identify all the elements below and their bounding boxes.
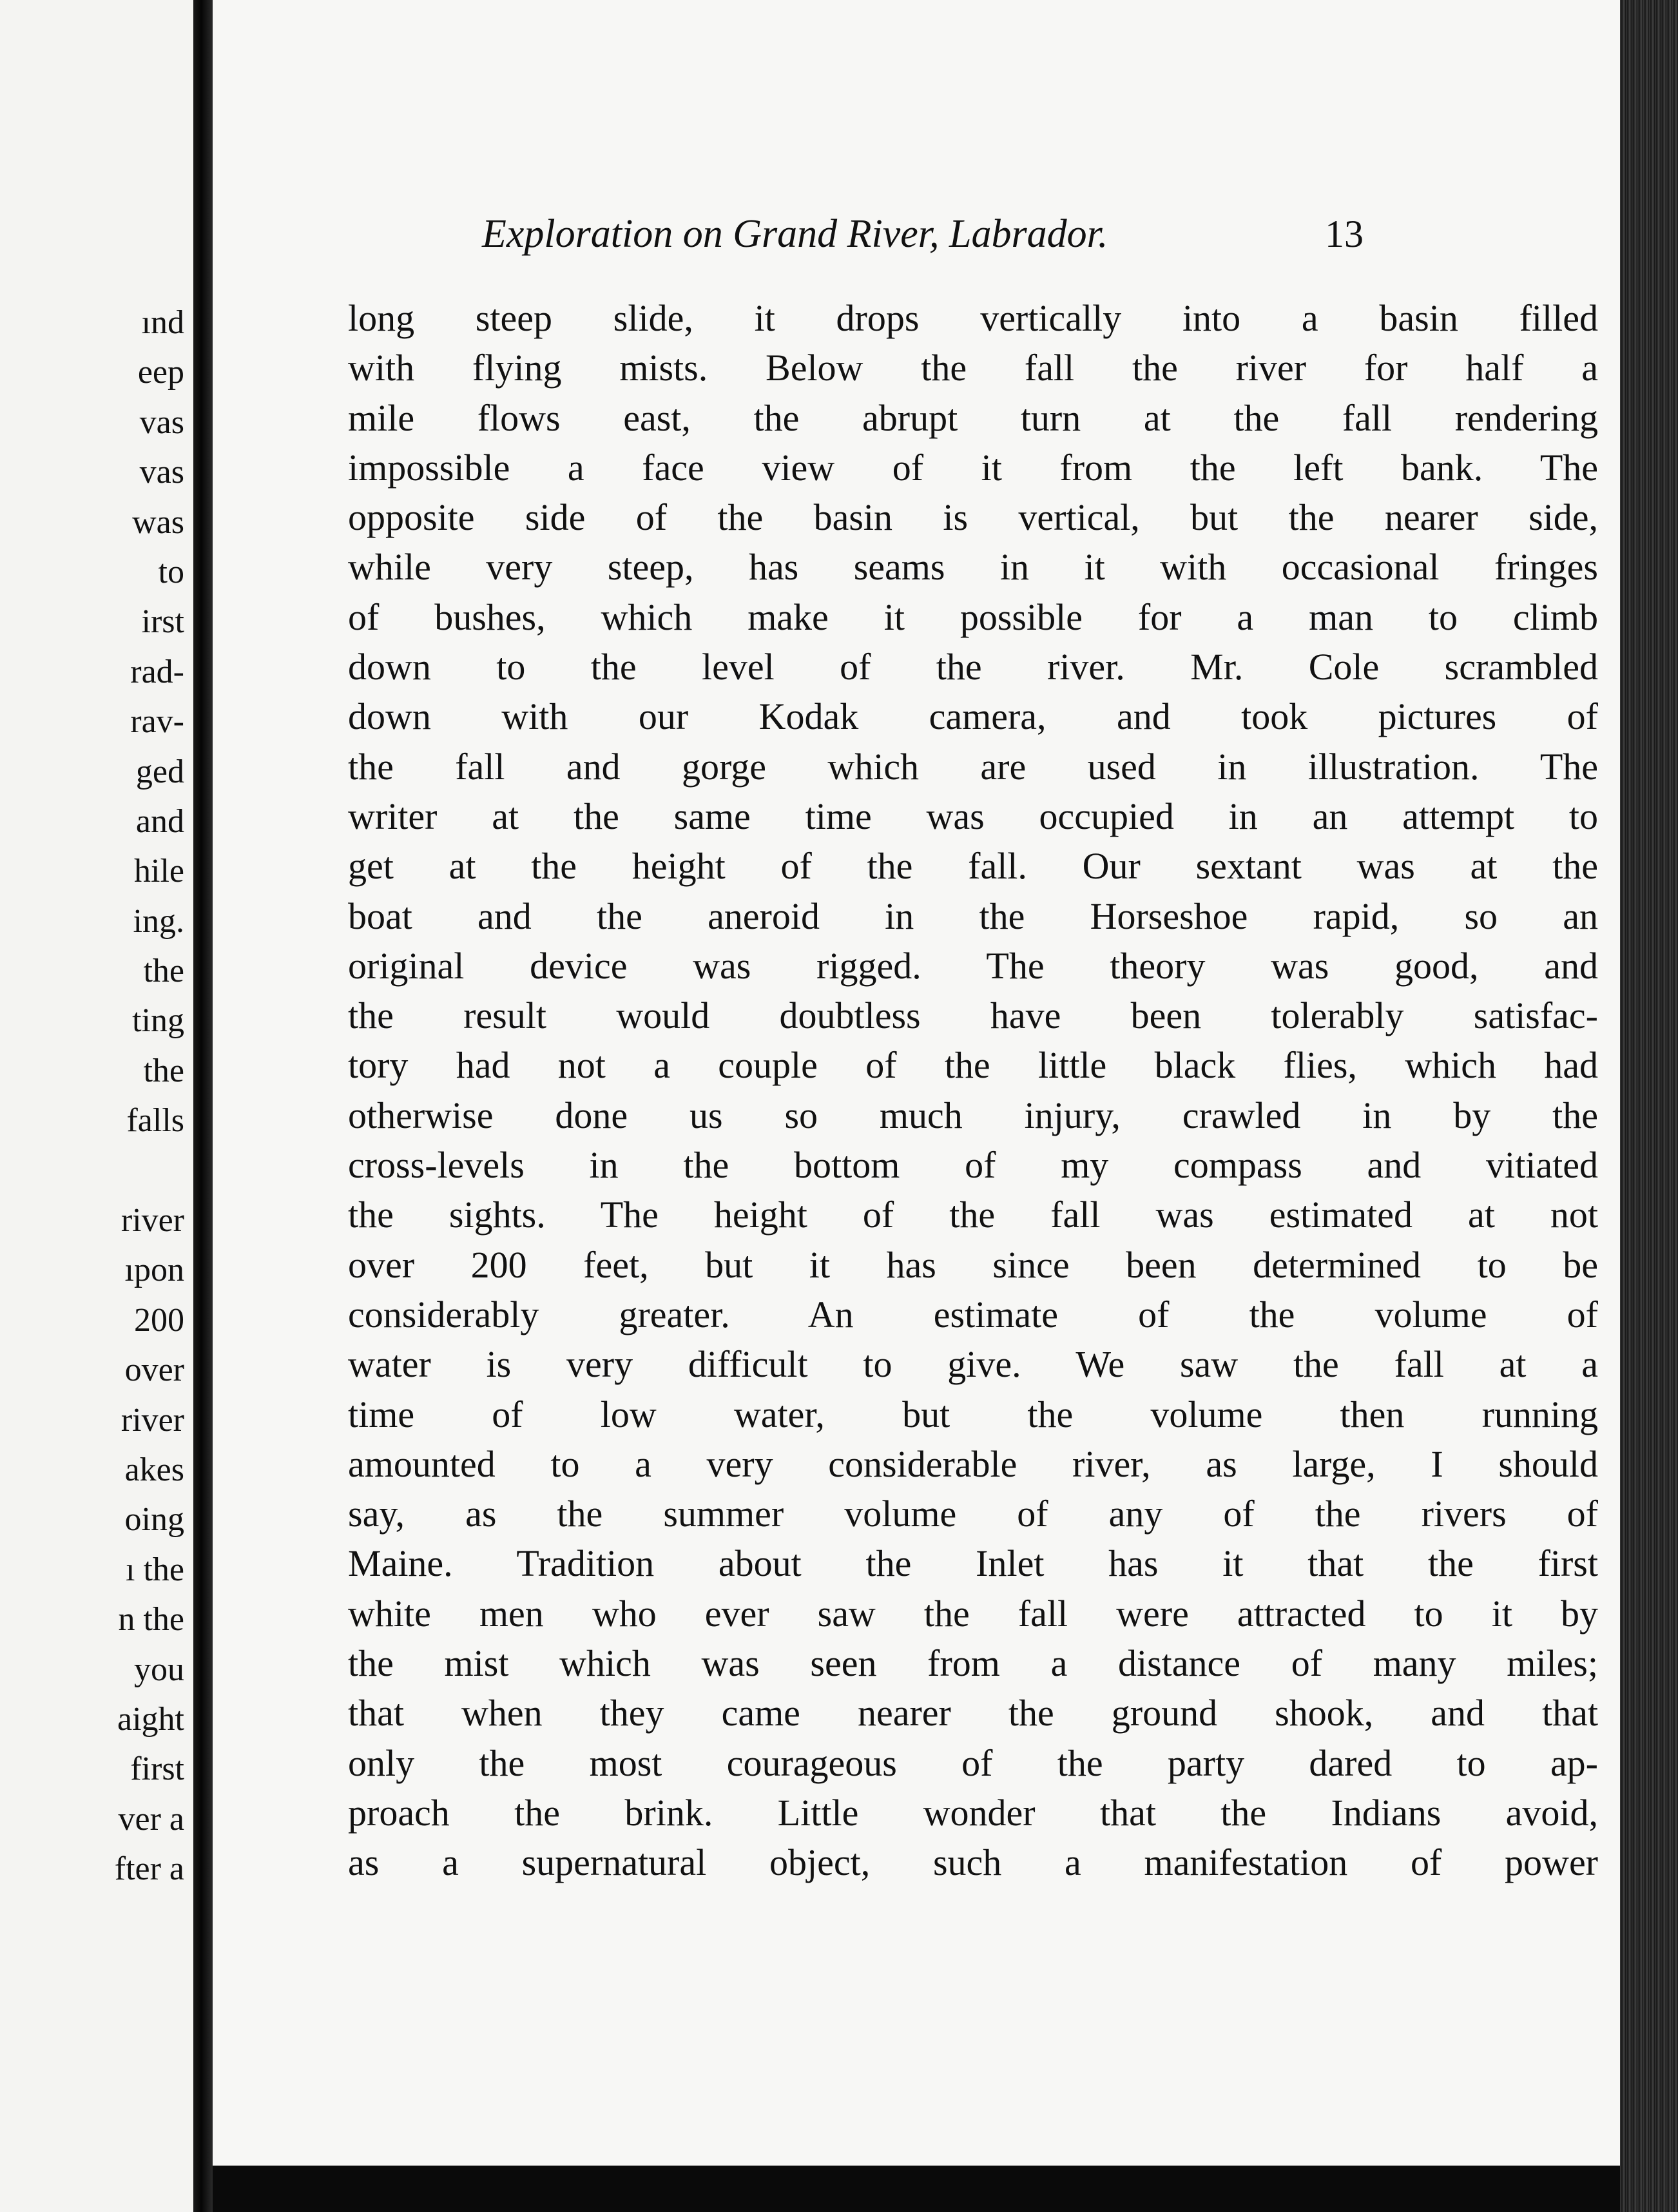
- book-gutter: [193, 0, 213, 2212]
- facing-line: ınd: [141, 304, 184, 341]
- facing-line: to: [158, 553, 184, 590]
- facing-line: eep: [137, 354, 184, 391]
- text-line: cross-levels in the bottom of my compass and vitiated: [348, 1144, 1598, 1187]
- facing-line: you: [134, 1651, 184, 1688]
- text-line: of bushes, which make it possible for a man to climb: [348, 596, 1598, 638]
- text-line: the fall and gorge which are used in illustration. The: [348, 745, 1598, 788]
- text-line: amounted to a very considerable river, as large, I should: [348, 1442, 1598, 1485]
- facing-page: [0, 0, 193, 2212]
- text-line: time of low water, but the volume then running: [348, 1393, 1598, 1435]
- text-line: proach the brink. Little wonder that the Indians avoid,: [348, 1791, 1598, 1834]
- text-line: considerably greater. An estimate of the volume of: [348, 1293, 1598, 1335]
- running-head-title: Exploration on Grand River, Labrador.: [482, 212, 1108, 256]
- text-line: the sights. The height of the fall was estimated at not: [348, 1194, 1598, 1236]
- text-line: long steep slide, it drops vertically into a basin filled: [348, 297, 1598, 339]
- text-line: white men who ever saw the fall were attracted to it by: [348, 1592, 1598, 1635]
- text-line: otherwise done us so much injury, crawled in by the: [348, 1094, 1598, 1136]
- text-line: opposite side of the basin is vertical, but the nearer side,: [348, 496, 1598, 539]
- facing-line: vas: [139, 403, 184, 441]
- running-head: [213, 205, 1620, 263]
- facing-line: oing: [124, 1501, 184, 1538]
- text-line: boat and the aneroid in the Horseshoe rapid, so an: [348, 895, 1598, 937]
- text-line: tory had not a couple of the little black flies, which had: [348, 1044, 1598, 1087]
- facing-line: rad-: [130, 653, 184, 690]
- text-line: say, as the summer volume of any of the rivers of: [348, 1493, 1598, 1535]
- text-line: only the most courageous of the party dared to ap-: [348, 1741, 1598, 1784]
- text-line: that when they came nearer the ground shook, and that: [348, 1692, 1598, 1734]
- facing-line: vas: [139, 454, 184, 491]
- facing-line: was: [132, 503, 184, 541]
- facing-line: the: [143, 953, 184, 990]
- text-line: mile flows east, the abrupt turn at the fall rendering: [348, 396, 1598, 439]
- page-bottom-shadow: [213, 2166, 1620, 2212]
- facing-line: falls: [126, 1102, 184, 1140]
- book-page: [213, 0, 1620, 2166]
- facing-line: ıpon: [124, 1252, 184, 1289]
- facing-line: [0, 1146, 191, 1196]
- text-line: as a supernatural object, such a manifestation of power: [348, 1841, 1598, 1884]
- facing-line: river: [121, 1401, 184, 1439]
- text-line: down to the level of the river. Mr. Cole scrambled: [348, 646, 1598, 688]
- facing-line: over: [124, 1352, 184, 1389]
- facing-line: irst: [141, 603, 184, 641]
- page-number: 13: [1325, 213, 1364, 255]
- text-line: water is very difficult to give. We saw the fall at a: [348, 1343, 1598, 1386]
- facing-line: ing.: [133, 902, 184, 940]
- facing-line: fter a: [114, 1850, 184, 1888]
- facing-line: ting: [132, 1002, 184, 1040]
- text-line: down with our Kodak camera, and took pictures of: [348, 695, 1598, 738]
- facing-line: ver a: [118, 1800, 184, 1838]
- text-line: Maine. Tradition about the Inlet has it that the first: [348, 1542, 1598, 1585]
- facing-line: ged: [135, 753, 184, 790]
- text-line: while very steep, has seams in it with occasional fringes: [348, 546, 1598, 588]
- facing-line: akes: [124, 1451, 184, 1488]
- facing-line: the: [143, 1052, 184, 1089]
- text-line: writer at the same time was occupied in an attempt to: [348, 795, 1598, 837]
- facing-line: and: [135, 802, 184, 840]
- page-edge: [1620, 0, 1678, 2212]
- facing-line: aight: [117, 1700, 184, 1738]
- facing-page-text: [0, 298, 191, 1894]
- facing-line: rav-: [130, 703, 184, 741]
- body-text: [348, 293, 1598, 1888]
- text-line: original device was rigged. The theory was good, and: [348, 944, 1598, 987]
- text-line: with flying mists. Below the fall the river for half a: [348, 347, 1598, 389]
- facing-line: first: [130, 1751, 184, 1788]
- facing-line: hile: [134, 853, 184, 890]
- text-line: get at the height of the fall. Our sextant was at the: [348, 845, 1598, 888]
- facing-line: 200: [134, 1301, 184, 1339]
- facing-line: n the: [118, 1601, 184, 1638]
- facing-line: ı the: [126, 1551, 184, 1588]
- text-line: the result would doubtless have been tolerably satisfac-: [348, 994, 1598, 1037]
- text-line: impossible a face view of it from the left bank. The: [348, 446, 1598, 489]
- text-line: the mist which was seen from a distance of many miles;: [348, 1642, 1598, 1685]
- facing-line: river: [121, 1202, 184, 1239]
- text-line: over 200 feet, but it has since been determined to be: [348, 1243, 1598, 1286]
